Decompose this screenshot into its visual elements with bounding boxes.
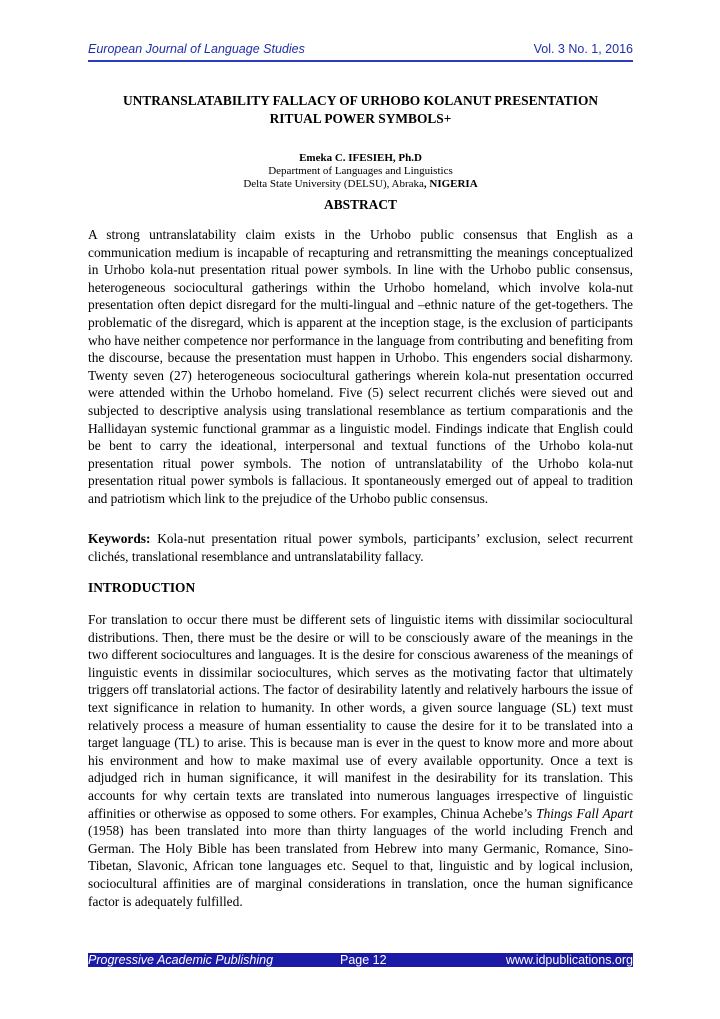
paper-title <box>88 92 633 128</box>
header-rule <box>88 60 633 62</box>
title-line-2: RITUAL POWER SYMBOLS+ <box>269 111 452 126</box>
volume-issue: Vol. 3 No. 1, 2016 <box>533 42 633 56</box>
page-footer <box>88 953 633 971</box>
intro-book-title: Things Fall Apart <box>536 805 633 821</box>
footer-publisher: Progressive Academic Publishing <box>88 953 274 967</box>
author-block <box>88 152 633 191</box>
intro-text-part2: (1958) has been translated into more than thirty languages of the world including French and German. The Holy Bible has been translated from Hebrew into many Germanic, Romance, Sino-Tibetan, Slavonic, African tone languages etc. Sequel to that, linguistic and by logical inclusion, sociocultural affinities are of marginal considerations in translation, once the human significance factor is adequately fulfilled. <box>88 823 633 909</box>
author-name: Emeka C. IFESIEH, Ph.D <box>299 152 422 164</box>
footer-website-link[interactable]: www.idpublications.org <box>505 953 633 967</box>
author-department: Department of Languages and Linguistics <box>268 165 453 177</box>
keywords-text: Kola-nut presentation ritual power symbols, participants’ exclusion, select recurrent clichés, translational resemblance and untranslatability fallacy. <box>88 531 633 564</box>
author-country: , NIGERIA <box>423 178 478 190</box>
running-header <box>88 42 633 60</box>
introduction-heading: INTRODUCTION <box>88 580 196 595</box>
abstract-heading: ABSTRACT <box>324 197 397 212</box>
introduction-text <box>88 611 633 910</box>
intro-text-part1: For translation to occur there must be different sets of linguistic items with dissimilar sociocultural distributions. Then, there must be the desire or will to be consciously aware of the meanings in the two different sociocultures and languages. It is the desire for conscious awareness of the meanings of linguistic events in dissimilar sociocultures, which serves as the motivating factor that ultimately triggers off translatorial actions. The factor of desirability latently and relatively harbours the issue of text significance in relation to humanity. In other words, a given source language (SL) text must relatively process a measure of human essentiality to cause the desire for it to be translated into a target language (TL) to arise. This is because man is ever in the quest to know more and more about his environment and how to make maximal use of every available opportunity. Once a text is adjudged rich in human significance, it will manifest in the desirability for its translation. This accounts for why certain texts are translated into numerous languages irrespective of linguistic affinities or otherwise as opposed to some others. For examples, Chinua Achebe’s <box>88 612 633 821</box>
keywords-paragraph <box>88 530 633 565</box>
author-affiliation <box>88 178 633 191</box>
abstract-text: A strong untranslatability claim exists in the Urhobo public consensus that English as a communication medium is incapable of recapturing and retransmitting the meanings conceptualized in Urhobo kola-nut presentation ritual power symbols. In line with the Urhobo public consensus, heterogeneous sociocultural gatherings within the Urhobo homeland, which involve kola-nut presentation often depict disregard for the multi-lingual and –ethnic nature of the get-togethers. The problematic of the disregard, which is apparent at the inception stage, is the exclusion of participants who have neither competence nor performance in the language from contributing and benefiting from the discourse, because the presentation must happen in Urhobo. This engenders social disharmony. Twenty seven (27) heterogeneous sociocultural gatherings wherein kola-nut presentation occurred were attended within the Urhobo homeland. Five (5) select recurrent clichés were sieved out and subjected to descriptive analysis using translational resemblance as tertium comparationis and the Hallidayan systemic functional grammar as a linguistic model. Findings indicate that English could be bent to carry the ideational, interpersonal and textual functions of the Urhobo kola-nut presentation ritual power symbols. The notion of untranslatability of the Urhobo kola-nut presentation ritual power symbols is fallacious. It spontaneously emerged out of appeal to tradition and patriotism which link to the prejudice of the Urhobo public consensus. <box>88 227 633 506</box>
journal-name[interactable]: European Journal of Language Studies <box>88 42 305 56</box>
keywords-label: Keywords: <box>88 531 151 546</box>
title-line-1: UNTRANSLATABILITY FALLACY OF URHOBO KOLANUT PRESENTATION <box>122 93 599 108</box>
author-university: Delta State University (DELSU), Abraka <box>243 178 424 190</box>
footer-page-number: Page 12 <box>340 953 387 967</box>
